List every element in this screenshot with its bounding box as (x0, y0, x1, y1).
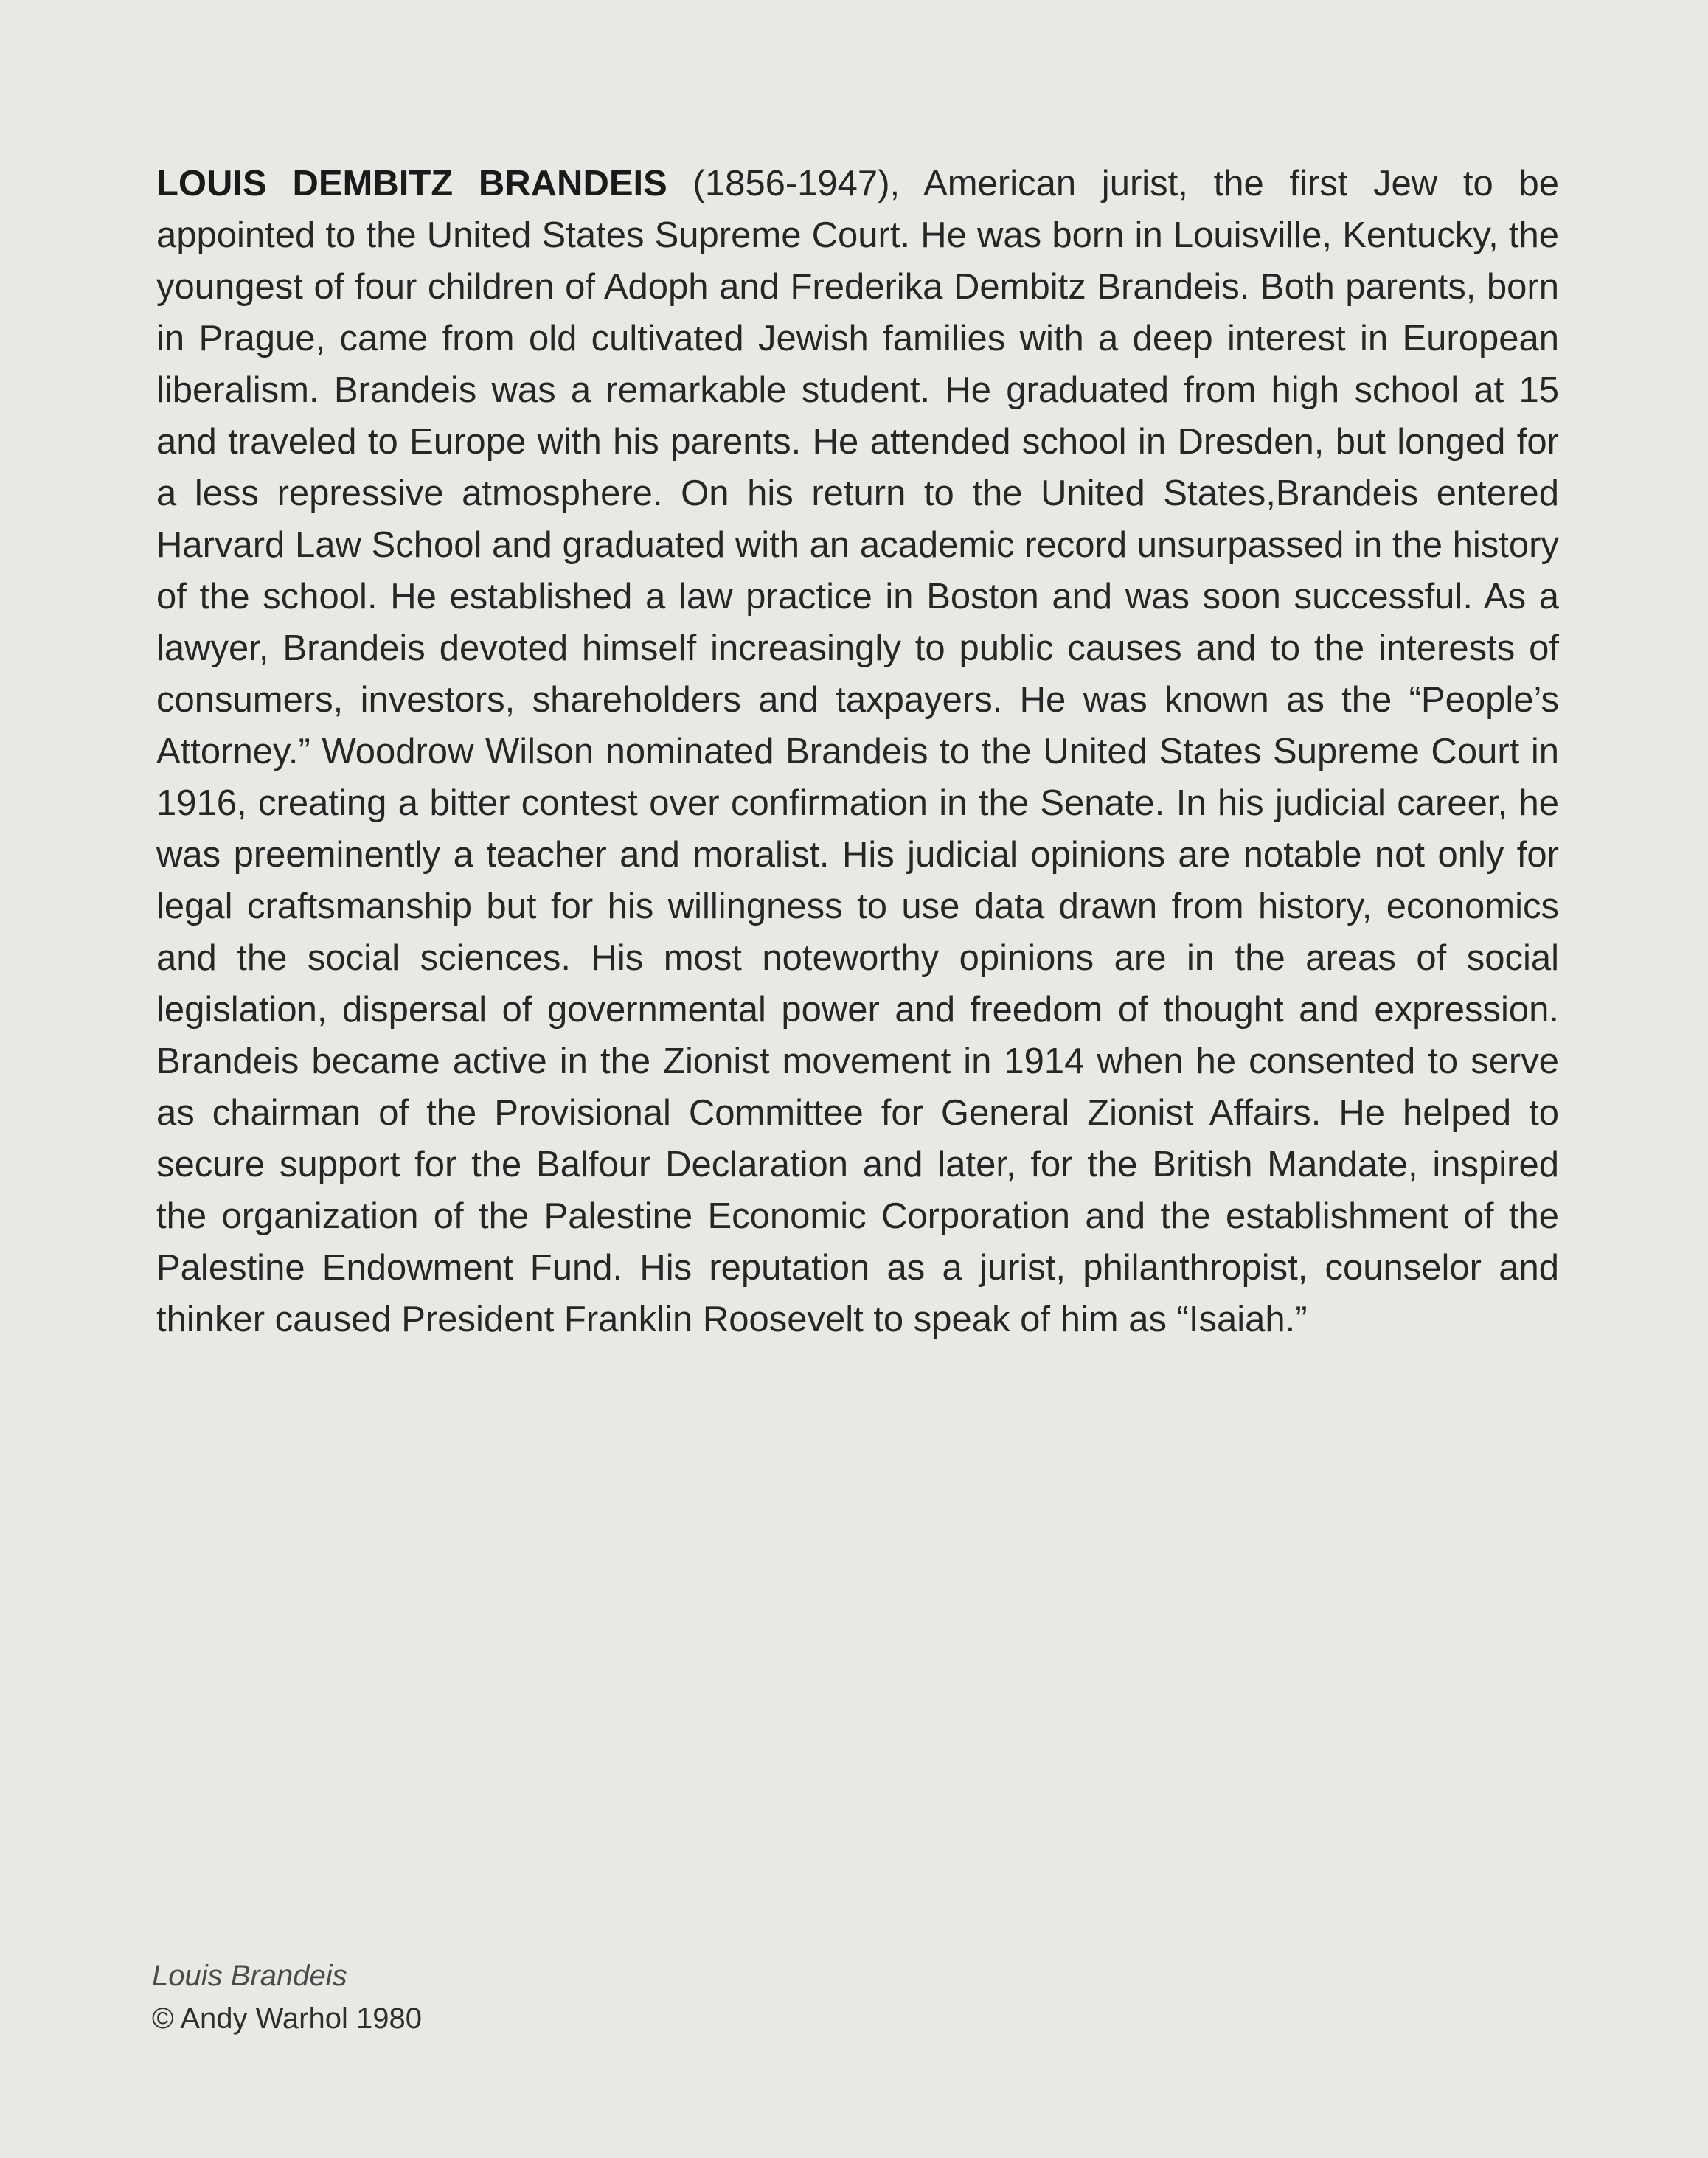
biography-text: (1856-1947), American jurist, the first Jew to be appointed to the United States Supreme Court. He was born in Louisville, Kentucky, the youngest of four children of Adoph and Frederika Dembitz Brandeis. Both parents, born in Prague, came from old cultivated Jewish families with a deep interest in European liberalism. Brandeis was a remarkable student. He graduated from high school at 15 and traveled to Europe with his parents. He attended school in Dresden, but longed for a less repressive atmosphere. On his return to the United States,Brandeis entered Harvard Law School and graduated with an academic record unsurpassed in the history of the school. He established a law practice in Boston and was soon successful. As a lawyer, Brandeis devoted himself increasingly to public causes and to the interests of consumers, investors, shareholders and taxpayers. He was known as the “People’s Attorney.” Woodrow Wilson nominated Brandeis to the United States Supreme Court in 1916, creating a bitter contest over confirmation in the Senate. In his judicial career, he was preeminently a teacher and moralist. His judicial opinions are notable not only for legal craftsmanship but for his willingness to use data drawn from history, economics and the social sciences. His most noteworthy opinions are in the areas of social legislation, dispersal of governmental power and freedom of thought and expression. Brandeis became active in the Zionist movement in 1914 when he consented to serve as chairman of the Provisional Committee for General Zionist Affairs. He helped to secure support for the Balfour Declaration and later, for the British Mandate, inspired the organization of the Palestine Economic Corporation and the establishment of the Palestine Endowment Fund. His reputation as a jurist, philanthropist, counselor and thinker caused President Franklin Roosevelt to speak of him as “Isaiah.” (156, 164, 1559, 1339)
artwork-title: Louis Brandeis (152, 1960, 347, 1992)
biography-paragraph (156, 158, 1559, 1345)
subject-name: LOUIS DEMBITZ BRANDEIS (156, 164, 667, 204)
artwork-caption (152, 1954, 422, 2040)
copyright-line: © Andy Warhol 1980 (152, 2002, 422, 2035)
